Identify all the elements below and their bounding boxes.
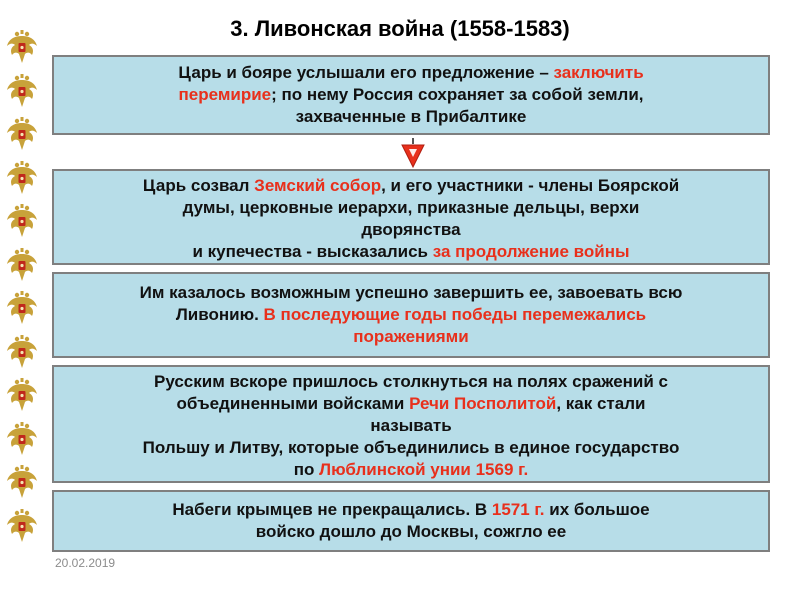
box2-line4a: и купечества - высказались	[192, 242, 433, 261]
box4-line4: Польшу и Литву, которые объединились в единое государство	[142, 438, 680, 457]
box2-line2: думы, церковные иерархи, приказные дельцы, верхи	[182, 198, 640, 217]
box2-line1a: Царь созвал	[142, 176, 255, 195]
box4-line2b: Речи Посполитой	[409, 394, 557, 413]
box2-line3: дворянства	[361, 220, 461, 239]
box3-line2b: В последующие годы победы перемежались	[263, 305, 647, 324]
box3-line2a: Ливонию.	[175, 305, 264, 324]
text-box-truce	[52, 55, 770, 135]
box2-line4b: за продолжение войны	[432, 242, 630, 261]
box1-line1b: заключить	[553, 63, 644, 82]
russian-double-headed-eagle-icon	[6, 509, 38, 543]
russian-double-headed-eagle-icon	[6, 248, 38, 282]
box2-line1b: Земский собор	[254, 176, 382, 195]
text-box-crimean-raids	[52, 490, 770, 552]
box4-line1: Русским вскоре пришлось столкнуться на полях сражений с	[153, 372, 668, 391]
text-box-rzeczpospolita	[52, 365, 770, 483]
box1-line1a: Царь и бояре услышали его предложение –	[178, 63, 554, 82]
box5-line1b: 1571 г.	[491, 500, 545, 519]
russian-double-headed-eagle-icon	[6, 291, 38, 325]
page-title: 3. Ливонская война (1558-1583)	[230, 16, 570, 41]
russian-double-headed-eagle-icon	[6, 30, 38, 64]
russian-double-headed-eagle-icon	[6, 335, 38, 369]
russian-double-headed-eagle-icon	[6, 465, 38, 499]
box5-line1c: их большое	[544, 500, 650, 519]
box2-line1c: , и его участники - члены Боярской	[381, 176, 680, 195]
box1-line2a: перемирие	[178, 85, 272, 104]
box5-line1a: Набеги крымцев не прекращались. В	[172, 500, 492, 519]
box3-line3: поражениями	[353, 327, 469, 346]
russian-double-headed-eagle-icon	[6, 117, 38, 151]
text-box-livonia	[52, 272, 770, 358]
box4-line5a: по	[293, 460, 320, 479]
russian-double-headed-eagle-icon	[6, 204, 38, 238]
box4-line5b: Люблинской унии 1569 г.	[319, 460, 529, 479]
box5-line2: войско дошло до Москвы, сожгло ее	[255, 522, 567, 541]
box3-line1: Им казалось возможным успешно завершить ее, завоевать всю	[139, 283, 683, 302]
russian-double-headed-eagle-icon	[6, 74, 38, 108]
box1-line2b: ; по нему Россия сохраняет за собой земли,	[271, 85, 644, 104]
russian-double-headed-eagle-icon	[6, 378, 38, 412]
text-box-zemsky-sobor	[52, 169, 770, 265]
russian-double-headed-eagle-icon	[6, 161, 38, 195]
down-arrow-icon	[401, 138, 425, 168]
box1-line3: захваченные в Прибалтике	[295, 107, 527, 126]
box4-line2c: , как стали	[556, 394, 646, 413]
slide-date: 20.02.2019	[55, 556, 116, 570]
box4-line3: называть	[370, 416, 452, 435]
box4-line2a: объединенными войсками	[176, 394, 410, 413]
russian-double-headed-eagle-icon	[6, 422, 38, 456]
